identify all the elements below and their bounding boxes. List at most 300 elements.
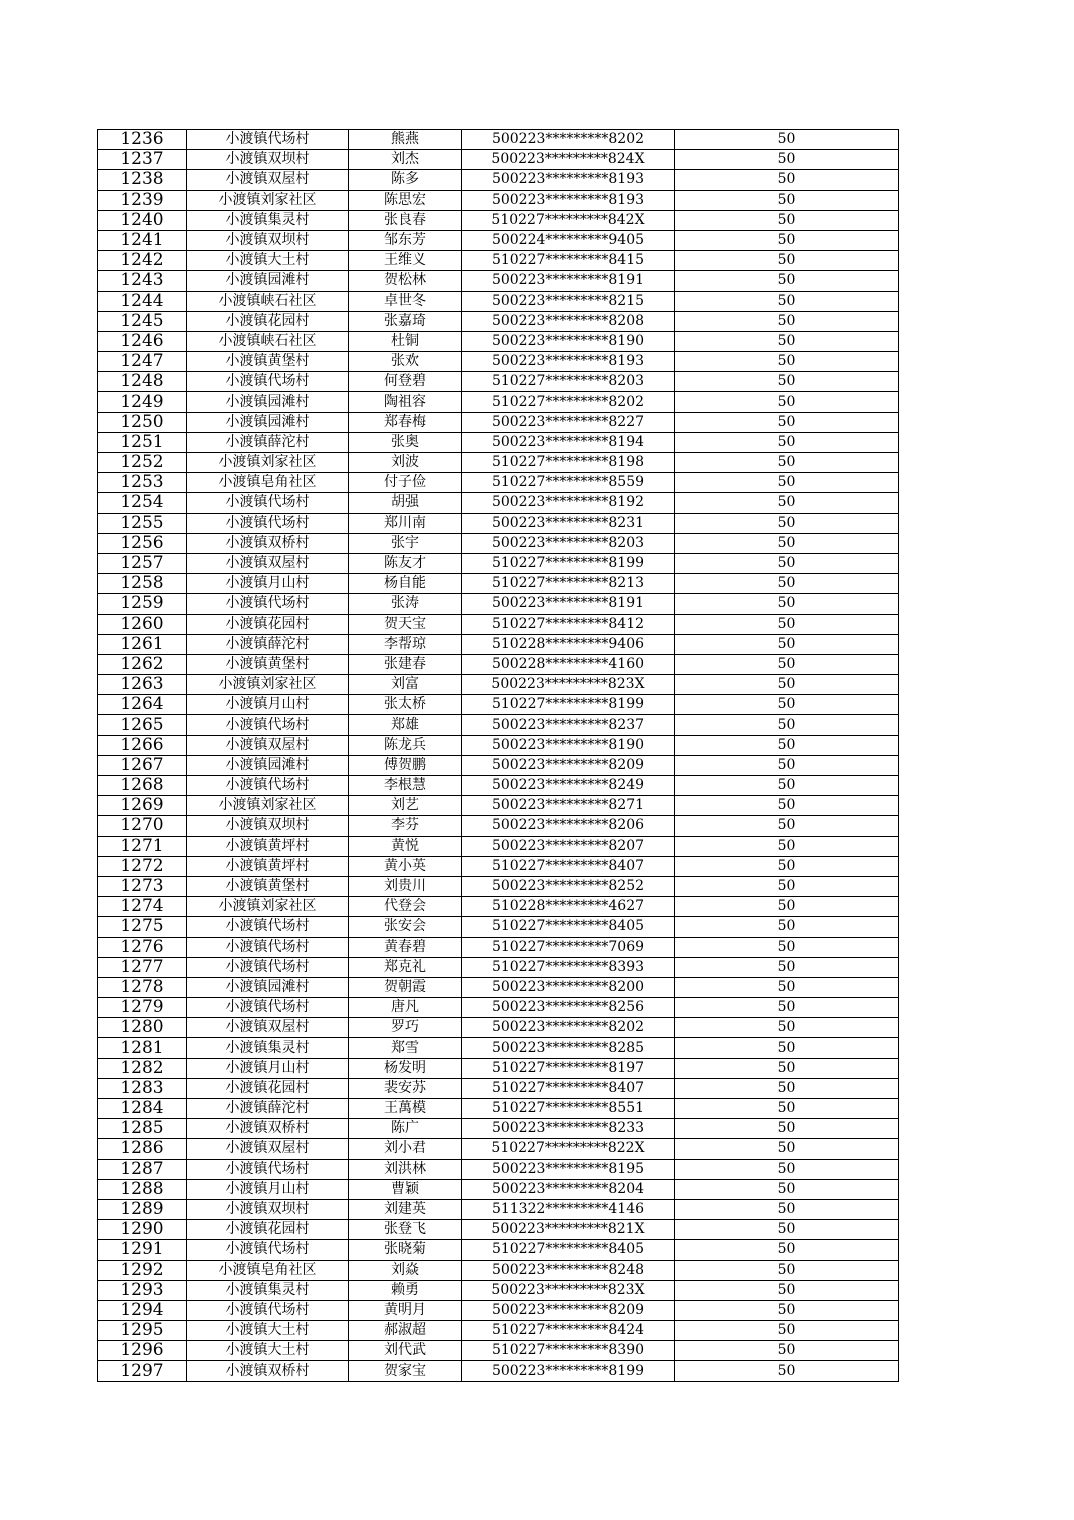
seq-number-cell: 1248 [98,372,187,392]
amount-cell: 50 [675,493,899,513]
amount-cell: 50 [675,836,899,856]
amount-cell: 50 [675,372,899,392]
table-row [98,170,899,190]
village-cell: 小渡镇园滩村 [187,412,349,432]
amount-cell: 50 [675,533,899,553]
person-name-cell: 裴安苏 [349,1078,462,1098]
table-row [98,594,899,614]
amount-cell: 50 [675,230,899,250]
id-number-cell: 500223*********8199 [462,1361,675,1381]
village-cell: 小渡镇薛沱村 [187,1099,349,1119]
table-row [98,937,899,957]
id-number-cell: 510227*********8415 [462,251,675,271]
table-row [98,1139,899,1159]
table-row [98,675,899,695]
table-row [98,957,899,977]
seq-number-cell: 1236 [98,130,187,150]
id-number-cell: 510227*********7069 [462,937,675,957]
id-number-cell: 500223*********8192 [462,493,675,513]
id-number-cell: 500223*********8195 [462,1159,675,1179]
village-cell: 小渡镇黄堡村 [187,352,349,372]
seq-number-cell: 1250 [98,412,187,432]
table-row [98,1018,899,1038]
id-number-cell: 511322*********4146 [462,1199,675,1219]
person-name-cell: 刘艺 [349,796,462,816]
table-row [98,856,899,876]
table-row [98,372,899,392]
table-row [98,654,899,674]
seq-number-cell: 1239 [98,190,187,210]
seq-number-cell: 1292 [98,1260,187,1280]
id-number-cell: 500223*********8190 [462,331,675,351]
village-cell: 小渡镇月山村 [187,574,349,594]
village-cell: 小渡镇花园村 [187,1078,349,1098]
amount-cell: 50 [675,331,899,351]
id-number-cell: 500223*********823X [462,675,675,695]
seq-number-cell: 1247 [98,352,187,372]
seq-number-cell: 1245 [98,311,187,331]
table-row [98,897,899,917]
amount-cell: 50 [675,1099,899,1119]
amount-cell: 50 [675,1078,899,1098]
id-number-cell: 500223*********824X [462,150,675,170]
amount-cell: 50 [675,1179,899,1199]
amount-cell: 50 [675,917,899,937]
person-name-cell: 陈思宏 [349,190,462,210]
village-cell: 小渡镇黄堡村 [187,876,349,896]
village-cell: 小渡镇薛沱村 [187,432,349,452]
table-row [98,1099,899,1119]
seq-number-cell: 1246 [98,331,187,351]
table-row [98,816,899,836]
amount-cell: 50 [675,473,899,493]
person-name-cell: 张建春 [349,654,462,674]
table-row [98,210,899,230]
table-row [98,574,899,594]
village-cell: 小渡镇月山村 [187,1179,349,1199]
person-name-cell: 陈龙兵 [349,735,462,755]
amount-cell: 50 [675,634,899,654]
person-name-cell: 刘杰 [349,150,462,170]
id-number-cell: 510227*********8198 [462,453,675,473]
id-number-cell: 500223*********8193 [462,352,675,372]
table-row [98,251,899,271]
seq-number-cell: 1274 [98,897,187,917]
person-name-cell: 傅贺鹏 [349,755,462,775]
table-row [98,755,899,775]
village-cell: 小渡镇园滩村 [187,392,349,412]
seq-number-cell: 1256 [98,533,187,553]
village-cell: 小渡镇双屋村 [187,170,349,190]
seq-number-cell: 1249 [98,392,187,412]
table-row [98,311,899,331]
person-name-cell: 郑川南 [349,513,462,533]
person-name-cell: 陈广 [349,1119,462,1139]
seq-number-cell: 1291 [98,1240,187,1260]
amount-cell: 50 [675,1119,899,1139]
village-cell: 小渡镇双坝村 [187,230,349,250]
amount-cell: 50 [675,614,899,634]
amount-cell: 50 [675,1280,899,1300]
person-name-cell: 杜铜 [349,331,462,351]
village-cell: 小渡镇薛沱村 [187,634,349,654]
seq-number-cell: 1240 [98,210,187,230]
amount-cell: 50 [675,998,899,1018]
village-cell: 小渡镇园滩村 [187,271,349,291]
amount-cell: 50 [675,816,899,836]
table-row [98,432,899,452]
amount-cell: 50 [675,1139,899,1159]
id-number-cell: 500223*********8285 [462,1038,675,1058]
table-row [98,352,899,372]
village-cell: 小渡镇双屋村 [187,735,349,755]
person-name-cell: 唐凡 [349,998,462,1018]
person-name-cell: 张奥 [349,432,462,452]
id-number-cell: 510227*********8202 [462,392,675,412]
amount-cell: 50 [675,170,899,190]
village-cell: 小渡镇代场村 [187,998,349,1018]
amount-cell: 50 [675,1220,899,1240]
village-cell: 小渡镇代场村 [187,1159,349,1179]
village-cell: 小渡镇双桥村 [187,533,349,553]
seq-number-cell: 1257 [98,553,187,573]
table-row [98,776,899,796]
village-cell: 小渡镇代场村 [187,372,349,392]
village-cell: 小渡镇月山村 [187,695,349,715]
id-number-cell: 500223*********8194 [462,432,675,452]
person-name-cell: 张宇 [349,533,462,553]
village-cell: 小渡镇黄坪村 [187,856,349,876]
amount-cell: 50 [675,715,899,735]
amount-cell: 50 [675,796,899,816]
person-name-cell: 杨自能 [349,574,462,594]
table-row [98,271,899,291]
seq-number-cell: 1270 [98,816,187,836]
amount-cell: 50 [675,1341,899,1361]
id-number-cell: 500223*********821X [462,1220,675,1240]
amount-cell: 50 [675,130,899,150]
id-number-cell: 510227*********842X [462,210,675,230]
amount-cell: 50 [675,654,899,674]
amount-cell: 50 [675,876,899,896]
seq-number-cell: 1272 [98,856,187,876]
seq-number-cell: 1244 [98,291,187,311]
id-number-cell: 510227*********8203 [462,372,675,392]
village-cell: 小渡镇花园村 [187,311,349,331]
amount-cell: 50 [675,1260,899,1280]
amount-cell: 50 [675,150,899,170]
person-name-cell: 李根慧 [349,776,462,796]
amount-cell: 50 [675,594,899,614]
amount-cell: 50 [675,311,899,331]
seq-number-cell: 1296 [98,1341,187,1361]
seq-number-cell: 1260 [98,614,187,634]
table-row [98,553,899,573]
seq-number-cell: 1237 [98,150,187,170]
amount-cell: 50 [675,453,899,473]
id-number-cell: 500223*********8209 [462,1300,675,1320]
id-number-cell: 510227*********8559 [462,473,675,493]
table-row [98,533,899,553]
amount-cell: 50 [675,513,899,533]
table-row [98,1280,899,1300]
person-name-cell: 胡强 [349,493,462,513]
amount-cell: 50 [675,190,899,210]
village-cell: 小渡镇代场村 [187,493,349,513]
village-cell: 小渡镇集灵村 [187,210,349,230]
person-name-cell: 陶祖容 [349,392,462,412]
amount-cell: 50 [675,251,899,271]
seq-number-cell: 1280 [98,1018,187,1038]
seq-number-cell: 1279 [98,998,187,1018]
village-cell: 小渡镇代场村 [187,715,349,735]
id-number-cell: 510227*********8412 [462,614,675,634]
village-cell: 小渡镇双屋村 [187,553,349,573]
village-cell: 小渡镇代场村 [187,130,349,150]
id-number-cell: 500223*********8215 [462,291,675,311]
seq-number-cell: 1265 [98,715,187,735]
id-number-cell: 500223*********8271 [462,796,675,816]
id-number-cell: 510227*********8407 [462,856,675,876]
id-number-cell: 500223*********8227 [462,412,675,432]
village-cell: 小渡镇双桥村 [187,1361,349,1381]
amount-cell: 50 [675,675,899,695]
seq-number-cell: 1238 [98,170,187,190]
person-name-cell: 王维义 [349,251,462,271]
village-cell: 小渡镇代场村 [187,594,349,614]
village-cell: 小渡镇大土村 [187,1341,349,1361]
amount-cell: 50 [675,695,899,715]
person-name-cell: 刘洪林 [349,1159,462,1179]
table-row [98,1220,899,1240]
village-cell: 小渡镇代场村 [187,776,349,796]
village-cell: 小渡镇大土村 [187,1321,349,1341]
person-name-cell: 刘波 [349,453,462,473]
id-number-cell: 500223*********8231 [462,513,675,533]
table-row [98,493,899,513]
village-cell: 小渡镇皂角社区 [187,473,349,493]
id-number-cell: 510227*********8407 [462,1078,675,1098]
table-row [98,392,899,412]
id-number-cell: 500223*********8193 [462,170,675,190]
village-cell: 小渡镇黄堡村 [187,654,349,674]
table-row [98,513,899,533]
person-name-cell: 郑雄 [349,715,462,735]
seq-number-cell: 1289 [98,1199,187,1219]
village-cell: 小渡镇大土村 [187,251,349,271]
id-number-cell: 500223*********8202 [462,1018,675,1038]
roster-table-body [98,130,899,1382]
amount-cell: 50 [675,957,899,977]
person-name-cell: 贺家宝 [349,1361,462,1381]
amount-cell: 50 [675,937,899,957]
table-row [98,1159,899,1179]
seq-number-cell: 1267 [98,755,187,775]
seq-number-cell: 1241 [98,230,187,250]
table-row [98,1240,899,1260]
person-name-cell: 黄悦 [349,836,462,856]
village-cell: 小渡镇集灵村 [187,1038,349,1058]
id-number-cell: 500223*********8193 [462,190,675,210]
person-name-cell: 罗巧 [349,1018,462,1038]
table-row [98,836,899,856]
person-name-cell: 张安会 [349,917,462,937]
id-number-cell: 510227*********8390 [462,1341,675,1361]
table-row [98,1260,899,1280]
seq-number-cell: 1253 [98,473,187,493]
id-number-cell: 500223*********8203 [462,533,675,553]
table-row [98,1119,899,1139]
person-name-cell: 郑雪 [349,1038,462,1058]
person-name-cell: 邹东芳 [349,230,462,250]
table-row [98,796,899,816]
person-name-cell: 卓世冬 [349,291,462,311]
village-cell: 小渡镇月山村 [187,1058,349,1078]
seq-number-cell: 1264 [98,695,187,715]
person-name-cell: 黄明月 [349,1300,462,1320]
seq-number-cell: 1277 [98,957,187,977]
table-row [98,614,899,634]
table-row [98,150,899,170]
seq-number-cell: 1268 [98,776,187,796]
id-number-cell: 500223*********8256 [462,998,675,1018]
amount-cell: 50 [675,776,899,796]
id-number-cell: 510227*********822X [462,1139,675,1159]
person-name-cell: 张太桥 [349,695,462,715]
table-row [98,634,899,654]
table-row [98,695,899,715]
roster-table [97,129,899,1382]
seq-number-cell: 1278 [98,977,187,997]
village-cell: 小渡镇双坝村 [187,1199,349,1219]
table-row [98,1179,899,1199]
village-cell: 小渡镇代场村 [187,937,349,957]
village-cell: 小渡镇刘家社区 [187,796,349,816]
person-name-cell: 贺朝霞 [349,977,462,997]
amount-cell: 50 [675,432,899,452]
person-name-cell: 刘富 [349,675,462,695]
seq-number-cell: 1255 [98,513,187,533]
table-row [98,1300,899,1320]
person-name-cell: 杨发明 [349,1058,462,1078]
person-name-cell: 何登碧 [349,372,462,392]
id-number-cell: 510227*********8405 [462,1240,675,1260]
table-row [98,1078,899,1098]
seq-number-cell: 1251 [98,432,187,452]
amount-cell: 50 [675,553,899,573]
person-name-cell: 郝淑超 [349,1321,462,1341]
person-name-cell: 黄春碧 [349,937,462,957]
table-row [98,453,899,473]
table-row [98,230,899,250]
person-name-cell: 王萬模 [349,1099,462,1119]
village-cell: 小渡镇双屋村 [187,1018,349,1038]
seq-number-cell: 1242 [98,251,187,271]
person-name-cell: 贺天宝 [349,614,462,634]
amount-cell: 50 [675,735,899,755]
seq-number-cell: 1263 [98,675,187,695]
person-name-cell: 张良春 [349,210,462,230]
village-cell: 小渡镇代场村 [187,957,349,977]
table-row [98,715,899,735]
table-row [98,1199,899,1219]
amount-cell: 50 [675,1300,899,1320]
village-cell: 小渡镇集灵村 [187,1280,349,1300]
village-cell: 小渡镇花园村 [187,614,349,634]
id-number-cell: 510227*********8199 [462,553,675,573]
village-cell: 小渡镇双坝村 [187,150,349,170]
person-name-cell: 黄小英 [349,856,462,876]
village-cell: 小渡镇黄坪村 [187,836,349,856]
id-number-cell: 510227*********8199 [462,695,675,715]
amount-cell: 50 [675,1159,899,1179]
table-row [98,331,899,351]
village-cell: 小渡镇峡石社区 [187,291,349,311]
amount-cell: 50 [675,1361,899,1381]
village-cell: 小渡镇刘家社区 [187,897,349,917]
seq-number-cell: 1275 [98,917,187,937]
amount-cell: 50 [675,1058,899,1078]
table-row [98,735,899,755]
table-row [98,1321,899,1341]
person-name-cell: 张嘉琦 [349,311,462,331]
id-number-cell: 510227*********8213 [462,574,675,594]
id-number-cell: 500223*********8191 [462,271,675,291]
person-name-cell: 陈友才 [349,553,462,573]
village-cell: 小渡镇双屋村 [187,1139,349,1159]
seq-number-cell: 1287 [98,1159,187,1179]
id-number-cell: 500223*********8204 [462,1179,675,1199]
seq-number-cell: 1293 [98,1280,187,1300]
amount-cell: 50 [675,291,899,311]
table-row [98,977,899,997]
seq-number-cell: 1276 [98,937,187,957]
amount-cell: 50 [675,977,899,997]
seq-number-cell: 1262 [98,654,187,674]
table-row [98,876,899,896]
id-number-cell: 500223*********8206 [462,816,675,836]
person-name-cell: 曹颖 [349,1179,462,1199]
seq-number-cell: 1258 [98,574,187,594]
person-name-cell: 刘焱 [349,1260,462,1280]
seq-number-cell: 1295 [98,1321,187,1341]
amount-cell: 50 [675,1240,899,1260]
amount-cell: 50 [675,1199,899,1219]
id-number-cell: 500223*********8248 [462,1260,675,1280]
table-row [98,1038,899,1058]
id-number-cell: 500223*********8200 [462,977,675,997]
table-row [98,1058,899,1078]
person-name-cell: 付子俭 [349,473,462,493]
seq-number-cell: 1282 [98,1058,187,1078]
person-name-cell: 李芬 [349,816,462,836]
table-row [98,130,899,150]
person-name-cell: 熊燕 [349,130,462,150]
person-name-cell: 张登飞 [349,1220,462,1240]
id-number-cell: 500223*********8209 [462,755,675,775]
seq-number-cell: 1286 [98,1139,187,1159]
village-cell: 小渡镇刘家社区 [187,190,349,210]
village-cell: 小渡镇双桥村 [187,1119,349,1139]
id-number-cell: 510227*********8405 [462,917,675,937]
village-cell: 小渡镇花园村 [187,1220,349,1240]
id-number-cell: 510227*********8393 [462,957,675,977]
id-number-cell: 500223*********8202 [462,130,675,150]
id-number-cell: 510228*********9406 [462,634,675,654]
village-cell: 小渡镇峡石社区 [187,331,349,351]
amount-cell: 50 [675,412,899,432]
seq-number-cell: 1269 [98,796,187,816]
